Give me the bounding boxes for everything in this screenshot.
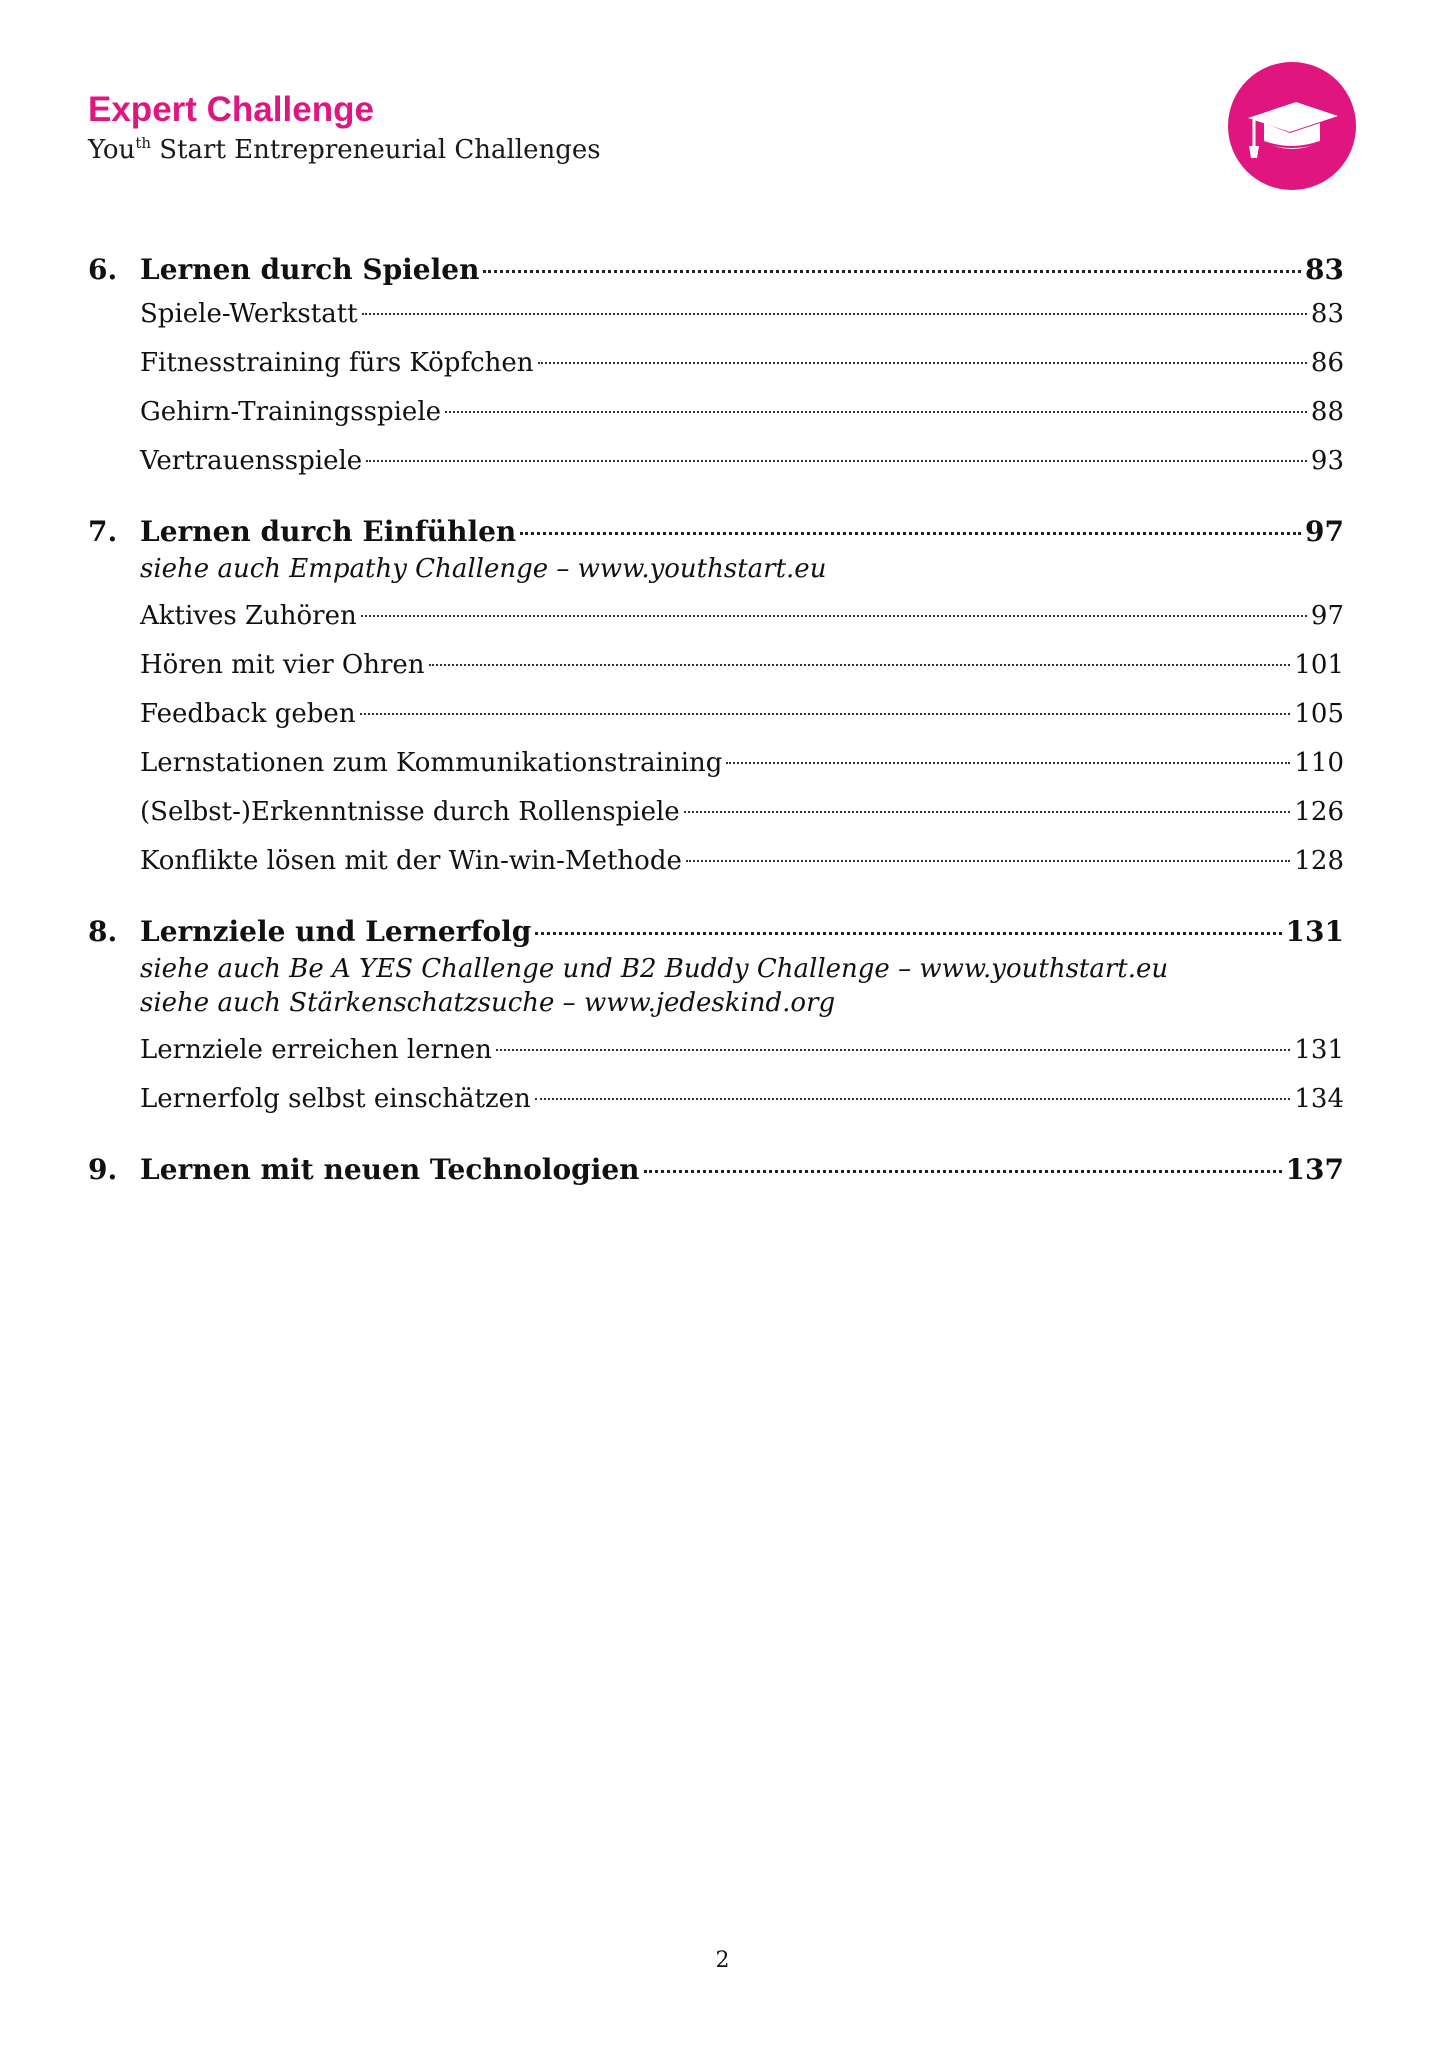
toc-subentry[interactable] — [88, 339, 1344, 388]
dot-leader — [361, 615, 1307, 617]
see-also-block — [88, 952, 1344, 1020]
subentry-page-number: 88 — [1310, 397, 1344, 427]
graduation-cap-icon — [1228, 62, 1356, 190]
document-header — [88, 88, 601, 168]
document-title: Expert Challenge — [88, 90, 374, 129]
document-subtitle — [88, 132, 601, 168]
see-also-note: siehe auch Empathy Challenge – www.youthstart.eu — [140, 554, 827, 584]
subentry-title: Lernerfolg selbst einschätzen — [140, 1084, 531, 1114]
subentry-title: Hören mit vier Ohren — [140, 650, 425, 680]
toc-section — [88, 912, 1344, 1124]
toc-section — [88, 512, 1344, 886]
subtitle-suffix: Start Entrepreneurial Challenges — [151, 135, 601, 165]
subentry-page-number: 83 — [1310, 299, 1344, 329]
subentry-page-number: 93 — [1310, 446, 1344, 476]
toc-chapter-entry[interactable] — [88, 912, 1344, 952]
chapter-page-number: 137 — [1285, 1153, 1344, 1186]
dot-leader — [496, 1049, 1291, 1051]
subentry-page-number: 86 — [1310, 348, 1344, 378]
toc-subentry[interactable] — [88, 1026, 1344, 1075]
toc-subentry[interactable] — [88, 592, 1344, 641]
toc-subentry[interactable] — [88, 837, 1344, 886]
subentry-page-number: 110 — [1294, 748, 1344, 778]
subentry-title: Gehirn-Trainingsspiele — [140, 397, 442, 427]
subentry-title: Spiele-Werkstatt — [140, 299, 358, 329]
dot-leader — [483, 270, 1301, 273]
subentry-title: Fitnesstraining fürs Köpfchen — [140, 348, 534, 378]
toc-section — [88, 1150, 1344, 1190]
see-also-note: siehe auch Be A YES Challenge und B2 Buddy Challenge – www.youthstart.eu — [140, 954, 1169, 984]
subentry-title: (Selbst-)Erkenntnisse durch Rollenspiele — [140, 797, 680, 827]
toc-subentry[interactable] — [88, 1075, 1344, 1124]
dot-leader — [538, 362, 1307, 364]
dot-leader — [535, 1098, 1291, 1100]
chapter-title: Lernen mit neuen Technologien — [140, 1153, 640, 1186]
toc-subentry[interactable] — [88, 690, 1344, 739]
subentry-page-number: 131 — [1294, 1035, 1344, 1065]
table-of-contents — [88, 250, 1344, 1216]
chapter-title: Lernen durch Spielen — [140, 253, 480, 286]
chapter-page-number: 83 — [1305, 253, 1344, 286]
dot-leader — [726, 762, 1290, 764]
subtitle-superscript: th — [135, 134, 152, 152]
chapter-number: 6. — [88, 253, 118, 286]
toc-subentry[interactable] — [88, 437, 1344, 486]
toc-subentry[interactable] — [88, 290, 1344, 339]
see-also-block — [88, 552, 1344, 586]
chapter-page-number: 97 — [1305, 515, 1344, 548]
toc-section — [88, 250, 1344, 486]
chapter-number: 9. — [88, 1153, 118, 1186]
toc-subentry[interactable] — [88, 388, 1344, 437]
dot-leader — [535, 932, 1281, 935]
dot-leader — [445, 411, 1307, 413]
chapter-title: Lernen durch Einfühlen — [140, 515, 517, 548]
subentry-page-number: 97 — [1310, 601, 1344, 631]
subentry-title: Vertrauensspiele — [140, 446, 363, 476]
dot-leader — [644, 1170, 1282, 1173]
toc-subentry[interactable] — [88, 641, 1344, 690]
subentry-page-number: 105 — [1294, 699, 1344, 729]
subtitle-prefix: You — [88, 135, 136, 165]
subentry-title: Lernziele erreichen lernen — [140, 1035, 492, 1065]
dot-leader — [360, 713, 1291, 715]
chapter-number: 7. — [88, 515, 118, 548]
subentry-page-number: 134 — [1294, 1084, 1344, 1114]
toc-chapter-entry[interactable] — [88, 1150, 1344, 1190]
subentry-page-number: 128 — [1294, 846, 1344, 876]
page-number: 2 — [715, 1948, 730, 1973]
toc-subentry[interactable] — [88, 739, 1344, 788]
toc-chapter-entry[interactable] — [88, 512, 1344, 552]
toc-subentry[interactable] — [88, 788, 1344, 837]
dot-leader — [520, 532, 1301, 535]
dot-leader — [366, 460, 1307, 462]
dot-leader — [684, 811, 1291, 813]
see-also-note: siehe auch Stärkenschatzsuche – www.jedeskind.org — [140, 988, 836, 1018]
subentry-page-number: 101 — [1294, 650, 1344, 680]
dot-leader — [429, 664, 1291, 666]
dot-leader — [362, 313, 1307, 315]
subentry-title: Feedback geben — [140, 699, 356, 729]
toc-chapter-entry[interactable] — [88, 250, 1344, 290]
subentry-title: Konflikte lösen mit der Win-win-Methode — [140, 846, 682, 876]
subentry-title: Aktives Zuhören — [140, 601, 357, 631]
chapter-title: Lernziele und Lernerfolg — [140, 915, 532, 948]
chapter-page-number: 131 — [1285, 915, 1344, 948]
subentry-title: Lernstationen zum Kommunikationstraining — [140, 748, 723, 778]
dot-leader — [686, 860, 1291, 862]
chapter-number: 8. — [88, 915, 118, 948]
subentry-page-number: 126 — [1294, 797, 1344, 827]
